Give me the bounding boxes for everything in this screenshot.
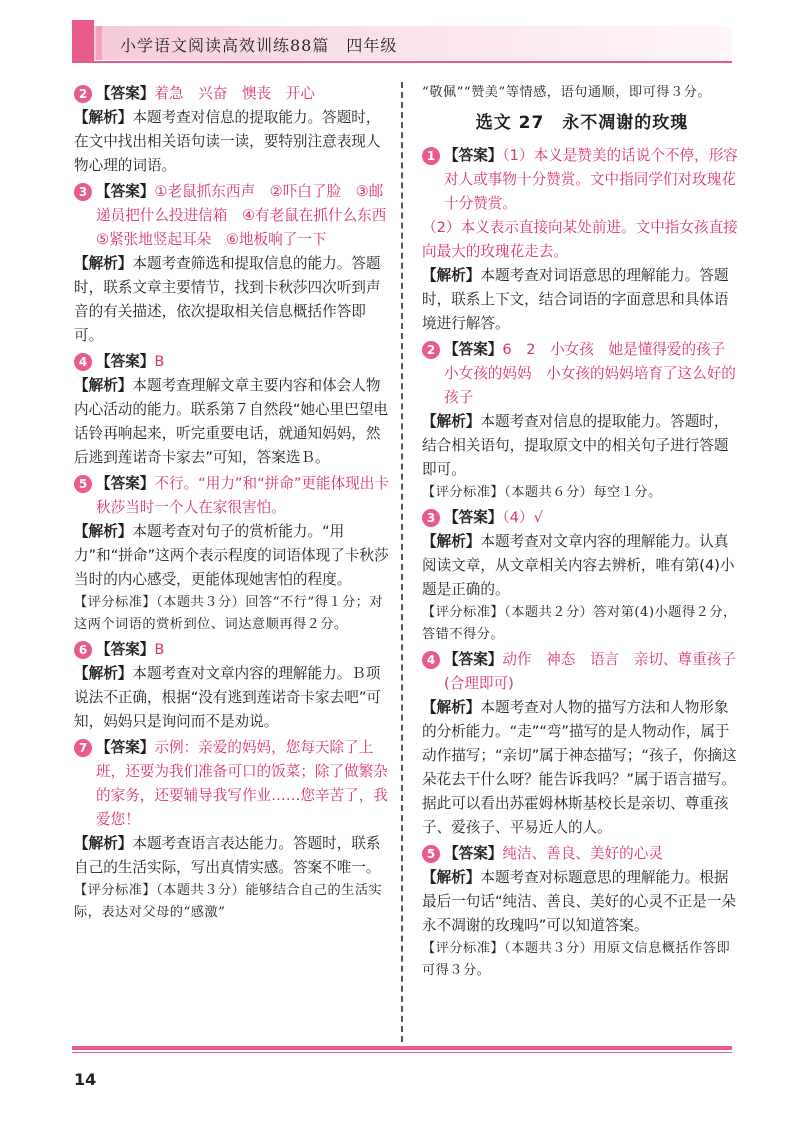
criteria-text: （本题共３分）回答“不行”得１分；对这两个词语的赏析到位、词达意顺再得２分。 (74, 595, 384, 632)
question-number-badge: 4 (74, 353, 92, 371)
question-number-badge: 5 (422, 845, 440, 863)
analysis-text: 本题考查对词语意思的理解能力。答题时，联系上下文，结合词语的字面意思和具体语境进行解答。 (422, 267, 729, 332)
footer-rule (72, 1046, 732, 1050)
analysis-tag: 【解析】 (422, 413, 481, 430)
analysis-tag: 【解析】 (422, 533, 481, 550)
answer-tag: 【答案】 (96, 353, 155, 370)
answer-tag: 【答案】 (96, 475, 155, 492)
answer-tag: 【答案】 (96, 739, 155, 756)
question-number-badge: 2 (422, 341, 440, 359)
header-accent-block (72, 20, 94, 62)
page-header (72, 20, 732, 62)
criteria-tag: 【评分标准】 (74, 595, 157, 610)
analysis-text: 本题考查对标题意思的理解能力。根据最后一句话“纯洁、善良、美好的心灵不正是一朵永不凋谢的玫瑰吗”可以知道答案。 (422, 869, 737, 934)
answer-tag: 【答案】 (96, 641, 155, 658)
analysis-text: 本题考查对文章内容的理解能力。Ｂ项说法不正确，根据“没有逃到莲诺奇卡家去吧”可知，妈妈只是询问而不是劝说。 (74, 665, 381, 730)
answer-text: 着急 兴奋 懊丧 开心 (154, 85, 315, 102)
right-q2 (422, 338, 742, 504)
left-column (74, 82, 401, 926)
answer-text-2: （2）本义表示直接向某处前进。文中指女孩直接向最大的玫瑰花走去。 (422, 219, 738, 260)
answer-text: B (154, 353, 165, 370)
question-number-badge: 1 (422, 147, 440, 165)
criteria-tag: 【评分标准】 (422, 941, 505, 956)
criteria-tag: 【评分标准】 (74, 883, 157, 898)
answer-tag: 【答案】 (96, 85, 155, 102)
analysis-text: 本题考查筛选和提取信息的能力。答题时，联系文章主要情节，找到卡秋莎四次听到声音的有关描述，依次提取相关信息概括作答即可。 (74, 255, 381, 344)
question-number-badge: 7 (74, 739, 92, 757)
question-number-badge: 6 (74, 641, 92, 659)
answer-text: （1）本义是赞美的话说个不停，形容对人或事物十分赞赏。文中指同学们对玫瑰花十分赞赏。 (444, 147, 738, 212)
analysis-tag: 【解析】 (74, 377, 133, 394)
right-q5 (422, 842, 742, 982)
analysis-tag: 【解析】 (422, 267, 481, 284)
left-q5 (74, 472, 394, 636)
analysis-text: 本题考查对句子的赏析能力。“用力”和“拼命”这两个表示程度的词语体现了卡秋莎当时的内心感受，更能体现她害怕的程度。 (74, 523, 389, 588)
analysis-text: 本题考查语言表达能力。答题时，联系自己的生活实际，写出真情实感。答案不唯一。 (74, 835, 381, 876)
column-divider (401, 82, 403, 1042)
answer-tag: 【答案】 (96, 183, 155, 200)
right-q4 (422, 648, 742, 840)
answer-text: 动作 神态 语言 亲切、尊重孩子(合理即可) (444, 651, 736, 692)
analysis-text: 本题考查对信息的提取能力。答题时，在文中找出相关语句读一读，要特别注意表现人物心理的词语。 (74, 109, 381, 174)
book-title: 小学语文阅读高效训练88篇 四年级 (120, 36, 398, 55)
answer-text: ①老鼠抓东西声 ②吓白了脸 ③邮递员把什么投进信箱 ④有老鼠在抓什么东西 ⑤紧张地竖起耳朵 ⑥地板响了一下 (96, 183, 401, 248)
criteria-text: （本题共３分）用原文信息概括作答即可得３分。 (422, 941, 731, 978)
header-accent-stripe (96, 26, 102, 60)
criteria-continuation: “敬佩”“赞美”等情感，语句通顺，即可得３分。 (422, 85, 712, 100)
question-number-badge: 4 (422, 651, 440, 669)
answer-text: 示例：亲爱的妈妈，您每天除了上班，还要为我们准备可口的饭菜；除了做繁杂的家务，还要辅导我写作业……您辛苦了，我爱您！ (96, 739, 388, 828)
analysis-text: 本题考查对人物的描写方法和人物形象的分析能力。“走”“弯”描写的是人物动作，属于动作描写；“亲切”属于神态描写；“孩子，你摘这朵花去干什么呀？能告诉我吗？”属于语言描写。据此可以看出苏霍姆林斯基校长是亲切、尊重孩子、爱孩子、平易近人的人。 (422, 699, 737, 836)
question-number-badge: 3 (74, 183, 92, 201)
answer-tag: 【答案】 (444, 845, 503, 862)
analysis-tag: 【解析】 (74, 109, 133, 126)
analysis-tag: 【解析】 (74, 665, 133, 682)
footer-rule-thin (72, 1052, 732, 1053)
analysis-tag: 【解析】 (74, 255, 133, 272)
criteria-text: （本题共２分）答对第(4)小题得２分，答错不得分。 (422, 605, 737, 642)
analysis-text: 本题考查对信息的提取能力。答题时，结合相关语句，提取原文中的相关句子进行答题即可。 (422, 413, 729, 478)
left-q2 (74, 82, 394, 178)
right-q1 (422, 144, 742, 336)
question-number-badge: 3 (422, 509, 440, 527)
analysis-tag: 【解析】 (422, 869, 481, 886)
criteria-tag: 【评分标准】 (422, 605, 505, 620)
right-column (422, 82, 742, 984)
answer-tag: 【答案】 (444, 341, 503, 358)
analysis-tag: 【解析】 (74, 835, 133, 852)
section-title: 选文 27 永不凋谢的玫瑰 (475, 113, 689, 133)
criteria-tag: 【评分标准】 (422, 485, 505, 500)
right-q3 (422, 506, 742, 646)
criteria-text: （本题共３分）能够结合自己的生活实际，表达对父母的“感激” (74, 883, 383, 920)
analysis-tag: 【解析】 (74, 523, 133, 540)
analysis-text: 本题考查对文章内容的理解能力。认真阅读文章，从文章相关内容去辨析，唯有第(4)小题是正确的。 (422, 533, 735, 598)
answer-text: （4）√ (502, 509, 543, 526)
answer-text: 纯洁、善良、美好的心灵 (502, 845, 663, 862)
answer-tag: 【答案】 (444, 509, 503, 526)
answer-tag: 【答案】 (444, 147, 503, 164)
left-q7 (74, 736, 394, 924)
answer-text: B (154, 641, 165, 658)
answer-text: 6 2 小女孩 她是懂得爱的孩子 小女孩的妈妈 小女孩的妈妈培育了这么好的孩子 (444, 341, 740, 406)
answer-tag: 【答案】 (444, 651, 503, 668)
left-q6 (74, 638, 394, 734)
page-number: 14 (74, 1070, 97, 1089)
question-number-badge: 5 (74, 475, 92, 493)
criteria-text: （本题共６分）每空１分。 (504, 485, 662, 500)
answer-text: 不行。“用力”和“拼命”更能体现出卡秋莎当时一个人在家很害怕。 (96, 475, 389, 516)
analysis-text: 本题考查理解文章主要内容和体会人物内心活动的能力。联系第７自然段“她心里巴望电话铃再响起来，听完重要电话，就通知妈妈，然后逃到莲诺奇卡家去”可知，答案选Ｂ。 (74, 377, 389, 466)
left-q4 (74, 350, 394, 470)
header-underline (72, 61, 732, 63)
analysis-tag: 【解析】 (422, 699, 481, 716)
question-number-badge: 2 (74, 85, 92, 103)
left-q3 (74, 180, 401, 348)
